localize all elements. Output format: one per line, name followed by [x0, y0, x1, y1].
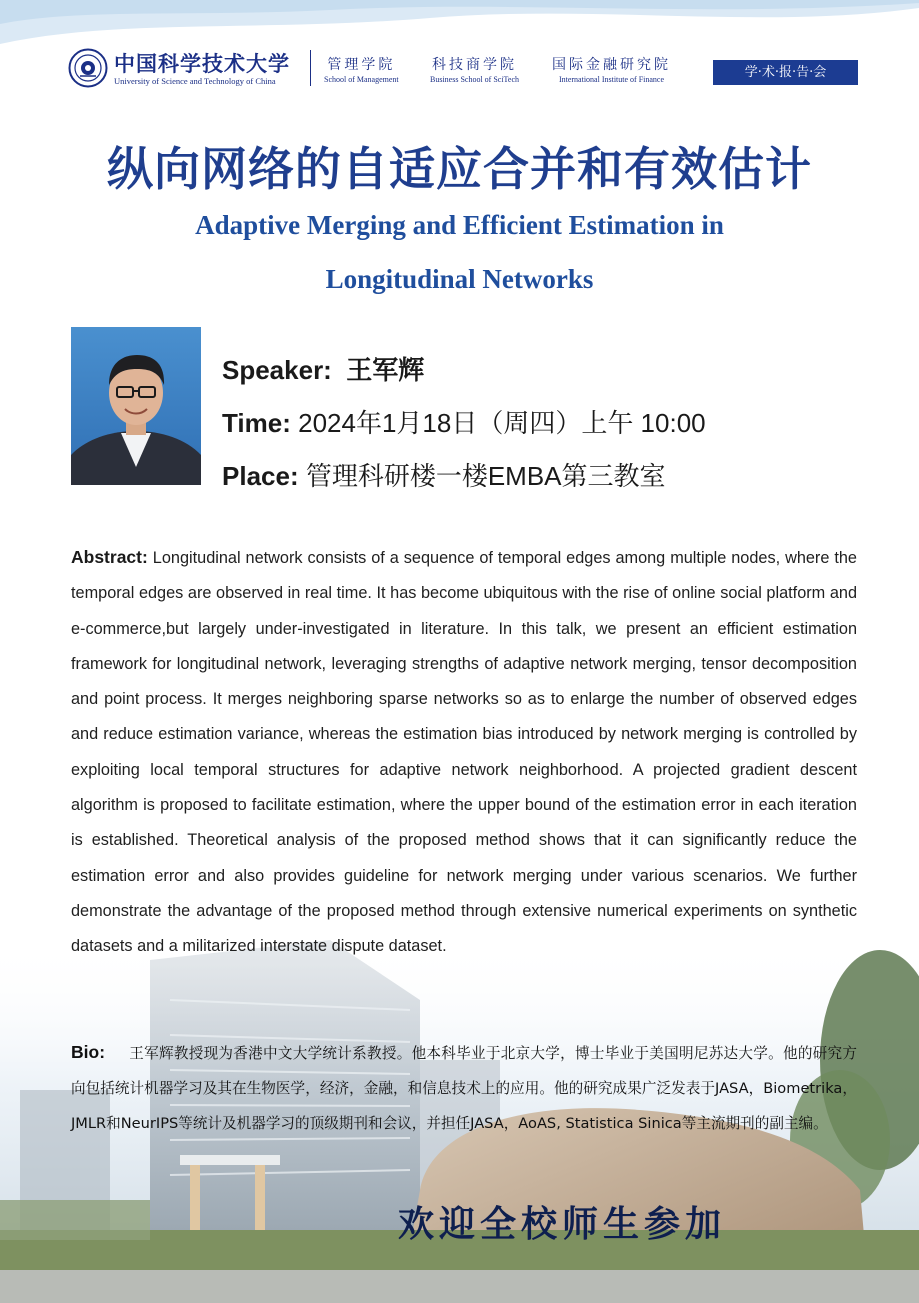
- header-bar: [68, 46, 858, 90]
- speaker-portrait: [71, 327, 201, 485]
- bio-label: Bio:: [71, 1042, 106, 1062]
- bio-paragraph: [71, 1035, 857, 1141]
- speaker-line: [222, 350, 424, 387]
- abstract-paragraph: [71, 540, 857, 965]
- abstract-text: Longitudinal network consists of a sequence of temporal edges among multiple nodes, where the temporal edges are observed in real time. It has become ubiquitous with the rise of online social platform and e-commerce,but largely under-investigated in literature. In this talk, we present an efficient estimation framework for longitudinal network, leveraging strengths of adaptive network merging, tensor decomposition and point process. It merges neighboring sparse networks so as to enlarge the number of observed edges and reduce estimation variance, whereas the estimation bias introduced by network merging is controlled by exploiting local temporal structures for adaptive network neighborhood. A projected gradient descent algorithm is proposed to facilitate estimation, where the upper bound of the estimation error in each iteration is established. Theoretical analysis of the proposed method shows that it can significantly reduce the estimation error and also provides guideline for network merging under various scenarios. We further demonstrate the advantage of the proposed method through extensive numerical experiments on synthetic datasets and a militarized interstate dispute dataset.: [71, 549, 857, 956]
- speaker-label: Speaker:: [222, 355, 332, 385]
- header-divider: [310, 50, 311, 86]
- school-name-en: International Institute of Finance: [558, 75, 665, 84]
- school-management: [324, 56, 399, 86]
- welcome-slogan: 欢迎全校师生参加: [398, 1203, 727, 1245]
- time-value: 2024年1月18日（周四）上午 10:00: [298, 408, 706, 438]
- seminar-badge: 学·术·报·告·会: [713, 60, 858, 85]
- speaker-name: 王军辉: [346, 355, 425, 385]
- place-line: [222, 456, 666, 493]
- place-label: Place:: [222, 461, 299, 491]
- school-scitech: [430, 56, 519, 86]
- place-value: 管理科研楼一楼EMBA第三教室: [305, 461, 666, 491]
- school-finance: [552, 56, 671, 86]
- university-name-cn: 中国科学技术大学: [114, 51, 290, 76]
- school-name-en: Business School of SciTech: [430, 75, 519, 84]
- university-name-en: University of Science and Technology of China: [114, 76, 276, 86]
- title-cn: 纵向网络的自适应合并和有效估计: [107, 142, 812, 196]
- school-name-cn: 科技商学院: [432, 57, 517, 73]
- school-name-cn: 国际金融研究院: [552, 57, 671, 73]
- ustc-emblem-icon: [68, 48, 108, 88]
- abstract-label: Abstract:: [71, 547, 148, 567]
- bio-text: 王军辉教授现为香港中文大学统计系教授。他本科毕业于北京大学，博士毕业于美国明尼苏达大学。他的研究方向包括统计机器学习及其在生物医学，经济，金融，和信息技术上的应用。他的研究成果广泛发表于JASA，Biometrika，JMLR和NeurIPS等统计及机器学习的顶级期刊和会议，并担任JASA，AoAS, Statistica Sinica等主流期刊的副主编。: [71, 1045, 857, 1132]
- time-line: [222, 403, 706, 440]
- time-label: Time:: [222, 408, 291, 438]
- title-en-line2: Longitudinal Networks: [325, 264, 594, 294]
- school-name-cn: 管理学院: [327, 57, 396, 73]
- title-en-line1: Adaptive Merging and Efficient Estimation in: [195, 210, 724, 240]
- school-name-en: School of Management: [324, 75, 399, 84]
